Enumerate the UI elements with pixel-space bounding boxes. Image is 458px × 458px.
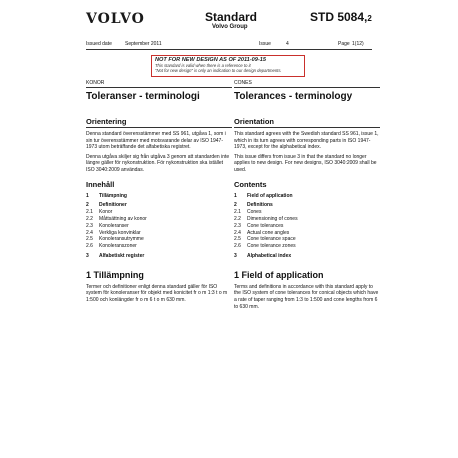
- volvo-logo: VOLVO: [86, 11, 145, 27]
- section-rule: [86, 127, 232, 128]
- document-title-sv: Toleranser - terminologi: [86, 91, 200, 102]
- orientation-heading-en: Orientation: [234, 117, 275, 126]
- toc-item[interactable]: 2 Definitions: [234, 202, 273, 209]
- contents-heading-en: Contents: [234, 179, 267, 189]
- swedish-column: [86, 80, 232, 304]
- field-of-application-heading-en: 1 Field of application: [234, 269, 324, 280]
- orientation-paragraph-sv: Denna standard överensstämmer med SS 961, utgåva 1, som i sin tur överensstämmer med motsvarande delar av ISO 1947-1973 utom beträffande det alfabetiska registret.: [86, 131, 226, 151]
- orientation-paragraph-en: This standard agrees with the Swedish standard SS 961, issue 1, which in its turn agrees with corresponding parts in ISO 1947-1973, except for the alphabetical index.: [234, 131, 379, 151]
- page-value: 1(12): [352, 41, 364, 47]
- toc-item[interactable]: 2.3 Konoleranser: [86, 222, 129, 229]
- toc-item[interactable]: 2.5 Cone tolerance space: [234, 236, 296, 243]
- field-of-application-heading-sv: 1 Tillämpning: [86, 269, 144, 280]
- notice-headline: NOT FOR NEW DESIGN AS OF 2011-09-15: [155, 57, 266, 63]
- kicker-cones: CONES: [234, 80, 252, 86]
- section-rule: [234, 127, 380, 128]
- toc-item[interactable]: 2.6 Konoleranszoner: [86, 243, 137, 250]
- header-rule: [86, 49, 372, 50]
- toc-item[interactable]: 2.2 Måttsättning av konor: [86, 215, 147, 222]
- toc-item[interactable]: 2.4 Actual cone angles: [234, 229, 290, 236]
- standard-number-suffix: 2: [367, 14, 372, 23]
- toc-item[interactable]: 2.1 Konor: [86, 209, 113, 216]
- table-of-contents-sv: [86, 193, 232, 260]
- organization-name: Volvo Group: [212, 24, 248, 30]
- table-of-contents-en: [234, 193, 380, 260]
- issue-label: Issue: [259, 41, 271, 47]
- notice-line-validity: This standard is valid when there is a reference to it: [155, 63, 251, 68]
- issued-date: September 2011: [125, 41, 162, 47]
- issue-number: 4: [286, 41, 289, 47]
- toc-item[interactable]: 1 Tillämpning: [86, 192, 127, 199]
- orientation-heading-sv: Orientering: [86, 117, 127, 126]
- standard-number-main: STD 5084,: [310, 10, 368, 24]
- not-for-new-design-notice: [151, 55, 305, 77]
- notice-line-indication: "Not for new design" is only an indication to our design departments.: [155, 68, 282, 73]
- toc-item[interactable]: 3 Alphabetical index: [234, 252, 292, 259]
- toc-item[interactable]: 2.6 Cone tolerance zones: [234, 243, 296, 250]
- toc-item[interactable]: 2.4 Verkliga konvinklar: [86, 229, 141, 236]
- page-label: Page: [338, 41, 350, 47]
- toc-item[interactable]: 2.5 Konoleransutrymme: [86, 236, 144, 243]
- kicker-konor: KONOR: [86, 80, 105, 86]
- toc-item[interactable]: 1 Field of application: [234, 192, 293, 199]
- column-rule: [86, 87, 232, 88]
- issued-date-label: Issued date: [86, 41, 112, 47]
- toc-item[interactable]: 2.1 Cones: [234, 209, 262, 216]
- column-rule: [234, 87, 380, 88]
- english-column: [234, 80, 380, 310]
- document-title-en: Tolerances - terminology: [234, 91, 353, 102]
- orientation-paragraph-en-2: This issue differs from issue 3 in that the standard no longer applies to new design. For new designs, ISO 3040:2009 shall be used.: [234, 153, 377, 173]
- toc-item[interactable]: 2 Definitioner: [86, 202, 127, 209]
- field-of-application-paragraph-sv: Termer och definitioner enligt denna standard gäller för ISO system för konoleranser för objekt med konicitet fr o m 1:3 t o m 1:500 och konlängder fr o m 6 t o m 630 mm.: [86, 283, 228, 303]
- toc-item[interactable]: 2.2 Dimensioning of cones: [234, 215, 298, 222]
- standard-number: [310, 10, 372, 24]
- standard-title: Standard: [205, 10, 258, 24]
- toc-item[interactable]: 3 Alfabetiskt register: [86, 252, 145, 259]
- toc-item[interactable]: 2.3 Cone tolerances: [234, 222, 284, 229]
- orientation-paragraph-sv-2: Denna utgåva skiljer sig från utgåva 3 genom att standarden inte längre gäller för nykonstruktion. För nykonstruktion ska istället ISO 3040:2009 användas.: [86, 153, 230, 173]
- field-of-application-paragraph-en: Terms and definitions in accordance with this standard apply to the ISO system of cone tolerances for conical objects which have a rate of taper ranging from 1:3 to 1:500 and cone lengths from 6 to 630 mm.: [234, 283, 379, 310]
- contents-heading-sv: Innehåll: [86, 179, 115, 189]
